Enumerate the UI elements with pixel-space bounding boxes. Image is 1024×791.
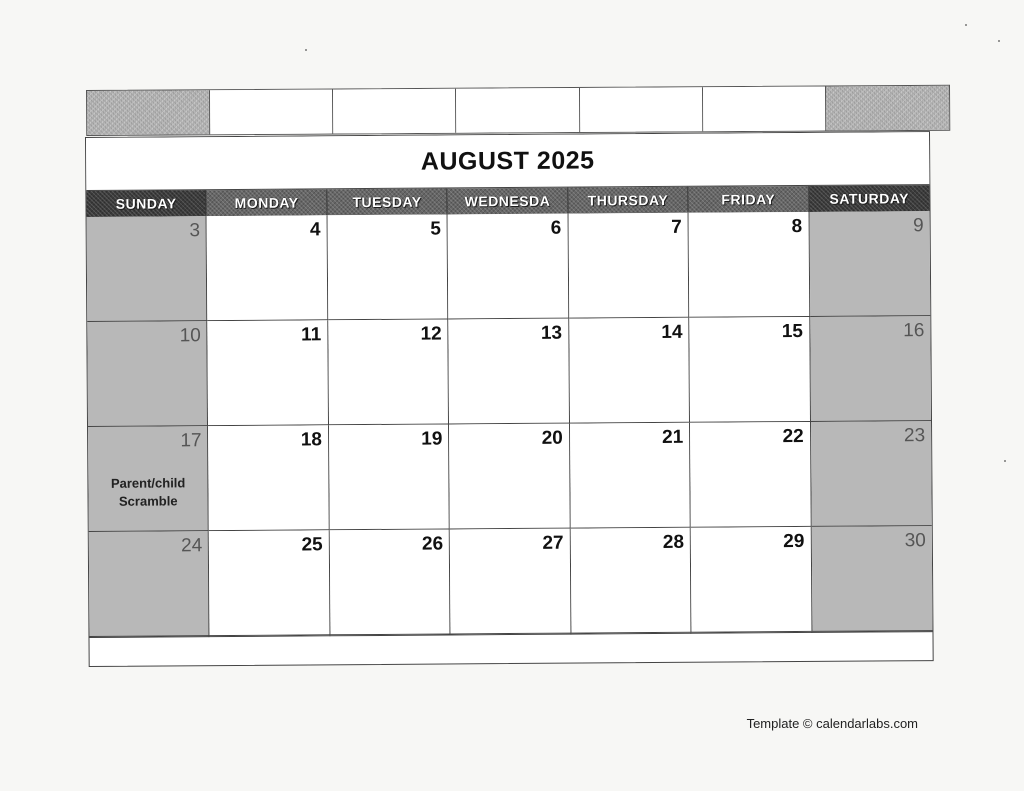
calendar-title: AUGUST 2025 (86, 132, 929, 191)
day-cell (87, 216, 208, 322)
strip-cell (580, 87, 703, 132)
day-number: 11 (301, 324, 322, 346)
day-number: 14 (661, 321, 683, 343)
weekday-friday: FRIDAY (689, 186, 810, 213)
day-number: 6 (550, 217, 562, 239)
day-number: 18 (300, 429, 323, 451)
calendar (85, 131, 934, 667)
day-cell (568, 213, 689, 319)
day-number: 26 (421, 533, 444, 555)
day-number: 8 (791, 215, 803, 238)
day-number: 12 (420, 323, 442, 345)
weekday-thursday: THURSDAY (568, 187, 689, 214)
day-cell (449, 424, 570, 530)
day-cell (692, 632, 812, 634)
calendar-grid (87, 211, 933, 638)
strip-cell (210, 89, 333, 134)
day-number: 9 (912, 215, 924, 237)
scan-speck (305, 49, 307, 51)
day-number: 24 (181, 535, 203, 557)
day-number: 15 (781, 320, 804, 343)
day-cell (811, 421, 932, 527)
day-number: 21 (662, 426, 684, 448)
weekday-tuesday: TUESDAY (327, 188, 448, 215)
day-number: 22 (782, 425, 804, 448)
scan-speck (965, 24, 967, 26)
top-strip (86, 85, 950, 136)
weekday-wednesday: WEDNESDA (448, 188, 569, 215)
day-cell (448, 214, 569, 320)
day-number: 28 (662, 531, 685, 553)
day-number: 17 (180, 430, 202, 452)
day-number: 27 (542, 532, 564, 554)
day-cell (689, 212, 810, 318)
day-cell (689, 317, 810, 423)
day-number: 13 (540, 322, 563, 344)
day-number: 4 (309, 219, 321, 241)
day-number: 10 (179, 325, 201, 347)
day-cell (451, 634, 571, 636)
day-cell (329, 424, 450, 530)
day-cell (210, 635, 330, 637)
weekday-saturday: SATURDAY (809, 185, 930, 212)
day-cell (89, 531, 210, 637)
strip-cell (456, 88, 579, 133)
day-cell (208, 425, 329, 531)
weekday-monday: MONDAY (207, 189, 328, 216)
day-cell (87, 321, 208, 427)
day-cell (690, 422, 811, 528)
day-cell (88, 426, 209, 532)
day-number: 19 (421, 428, 443, 450)
day-cell (89, 636, 209, 638)
day-number: 3 (189, 220, 201, 242)
day-cell (330, 529, 451, 635)
day-cell (449, 319, 570, 425)
day-number: 29 (783, 530, 805, 553)
strip-cell (333, 89, 456, 134)
strip-cell (87, 90, 210, 135)
template-credit: Template © calendarlabs.com (746, 716, 918, 731)
day-cell (570, 528, 691, 634)
day-number: 23 (903, 425, 926, 447)
day-cell (209, 530, 330, 636)
day-cell (207, 215, 328, 321)
day-number: 7 (671, 216, 682, 238)
day-cell (570, 423, 691, 529)
day-number: 5 (430, 218, 442, 240)
day-cell (812, 631, 932, 633)
day-cell (569, 318, 690, 424)
day-cell (327, 214, 448, 320)
strip-cell (826, 86, 949, 131)
day-number: 25 (301, 534, 323, 556)
strip-cell (703, 86, 826, 131)
event-line: Parent/child (110, 475, 186, 491)
day-cell (691, 527, 812, 633)
weekday-sunday: SUNDAY (86, 190, 207, 217)
day-number: 20 (541, 427, 563, 449)
day-cell (208, 320, 329, 426)
day-cell (809, 211, 930, 317)
day-cell (571, 633, 691, 635)
day-cell (811, 526, 932, 632)
event-line: Scramble (118, 493, 178, 509)
day-cell (328, 319, 449, 425)
day-cell (810, 316, 931, 422)
scan-speck (1004, 460, 1006, 462)
event-label (88, 474, 208, 511)
scan-speck (998, 40, 1000, 42)
day-cell (330, 634, 450, 636)
day-number: 16 (903, 320, 925, 342)
day-number: 30 (904, 530, 926, 552)
day-cell (450, 529, 571, 635)
